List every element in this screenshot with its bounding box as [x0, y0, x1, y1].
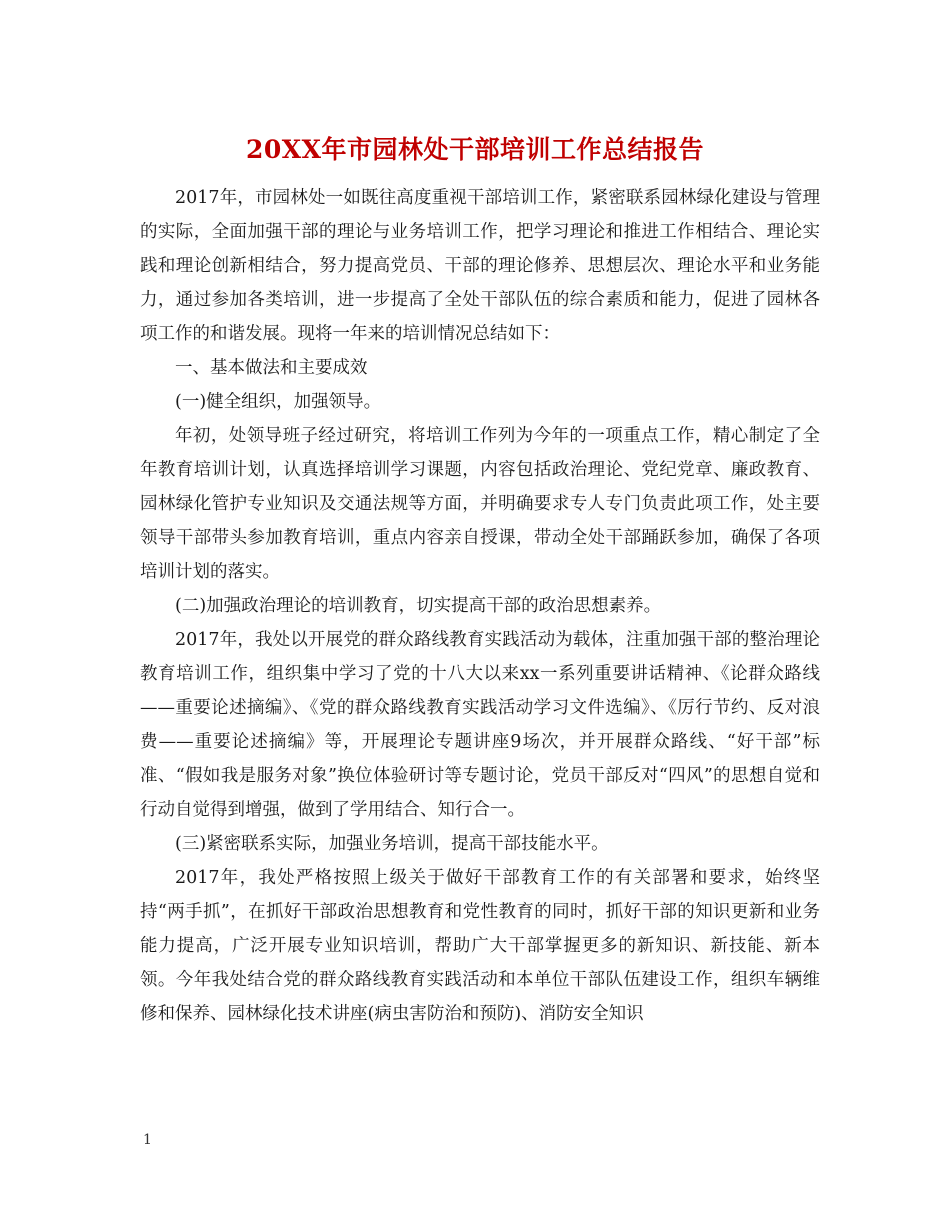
subsection-heading-1: (一)健全组织，加强领导。 — [175, 392, 382, 412]
document-title: 20XX年市园林处干部培训工作总结报告 — [245, 135, 705, 164]
page-number: 1 — [143, 1132, 152, 1148]
subsection-heading-2: (二)加强政治理论的培训教育，切实提高干部的政治思想素养。 — [175, 596, 662, 616]
paragraph-business-training: 2017年，我处严格按照上级关于做好干部教育工作的有关部署和要求，始终坚持“两手抓”，在抓好干部政治思想教育和党性教育的同时，抓好干部的知识更新和业务能力提高，广泛开展专业知识培训，帮助广大干部掌握更多的新知识、新技能、新本领。今年我处结合党的群众路线教育实践活动和本单位干部队伍建设工作，组织车辆维修和保养、园林绿化技术讲座(病虫害防治和预防)、消防安全知识 — [140, 868, 820, 1024]
paragraph-intro: 2017年，市园林处一如既往高度重视干部培训工作，紧密联系园林绿化建设与管理的实际，全面加强干部的理论与业务培训工作，把学习理论和推进工作相结合、理论实践和理论创新相结合，努力提高党员、干部的理论修养、思想层次、理论水平和业务能力，通过参加各类培训，进一步提高了全处干部队伍的综合素质和能力，促进了园林各项工作的和谐发展。现将一年来的培训情况总结如下： — [140, 188, 820, 344]
paragraph-organization: 年初，处领导班子经过研究，将培训工作列为今年的一项重点工作，精心制定了全年教育培训计划，认真选择培训学习课题，内容包括政治理论、党纪党章、廉政教育、园林绿化管护专业知识及交通法规等方面，并明确要求专人专门负责此项工作，处主要领导干部带头参加教育培训，重点内容亲自授课，带动全处干部踊跃参加，确保了各项培训计划的落实。 — [140, 426, 820, 582]
paragraph-political-theory: 2017年，我处以开展党的群众路线教育实践活动为载体，注重加强干部的整治理论教育培训工作，组织集中学习了党的十八大以来xx一系列重要讲话精神、《论群众路线——重要论述摘编》、《党的群众路线教育实践活动学习文件选编》、《厉行节约、反对浪费——重要论述摘编》等，开展理论专题讲座9场次，并开展群众路线、“好干部”标准、“假如我是服务对象”换位体验研讨等专题讨论，党员干部反对“四风”的思想自觉和行动自觉得到增强，做到了学用结合、知行合一。 — [140, 630, 820, 820]
subsection-heading-3: (三)紧密联系实际，加强业务培训，提高干部技能水平。 — [175, 834, 609, 854]
section-heading-1: 一、基本做法和主要成效 — [175, 358, 368, 378]
document-body — [140, 181, 820, 1031]
